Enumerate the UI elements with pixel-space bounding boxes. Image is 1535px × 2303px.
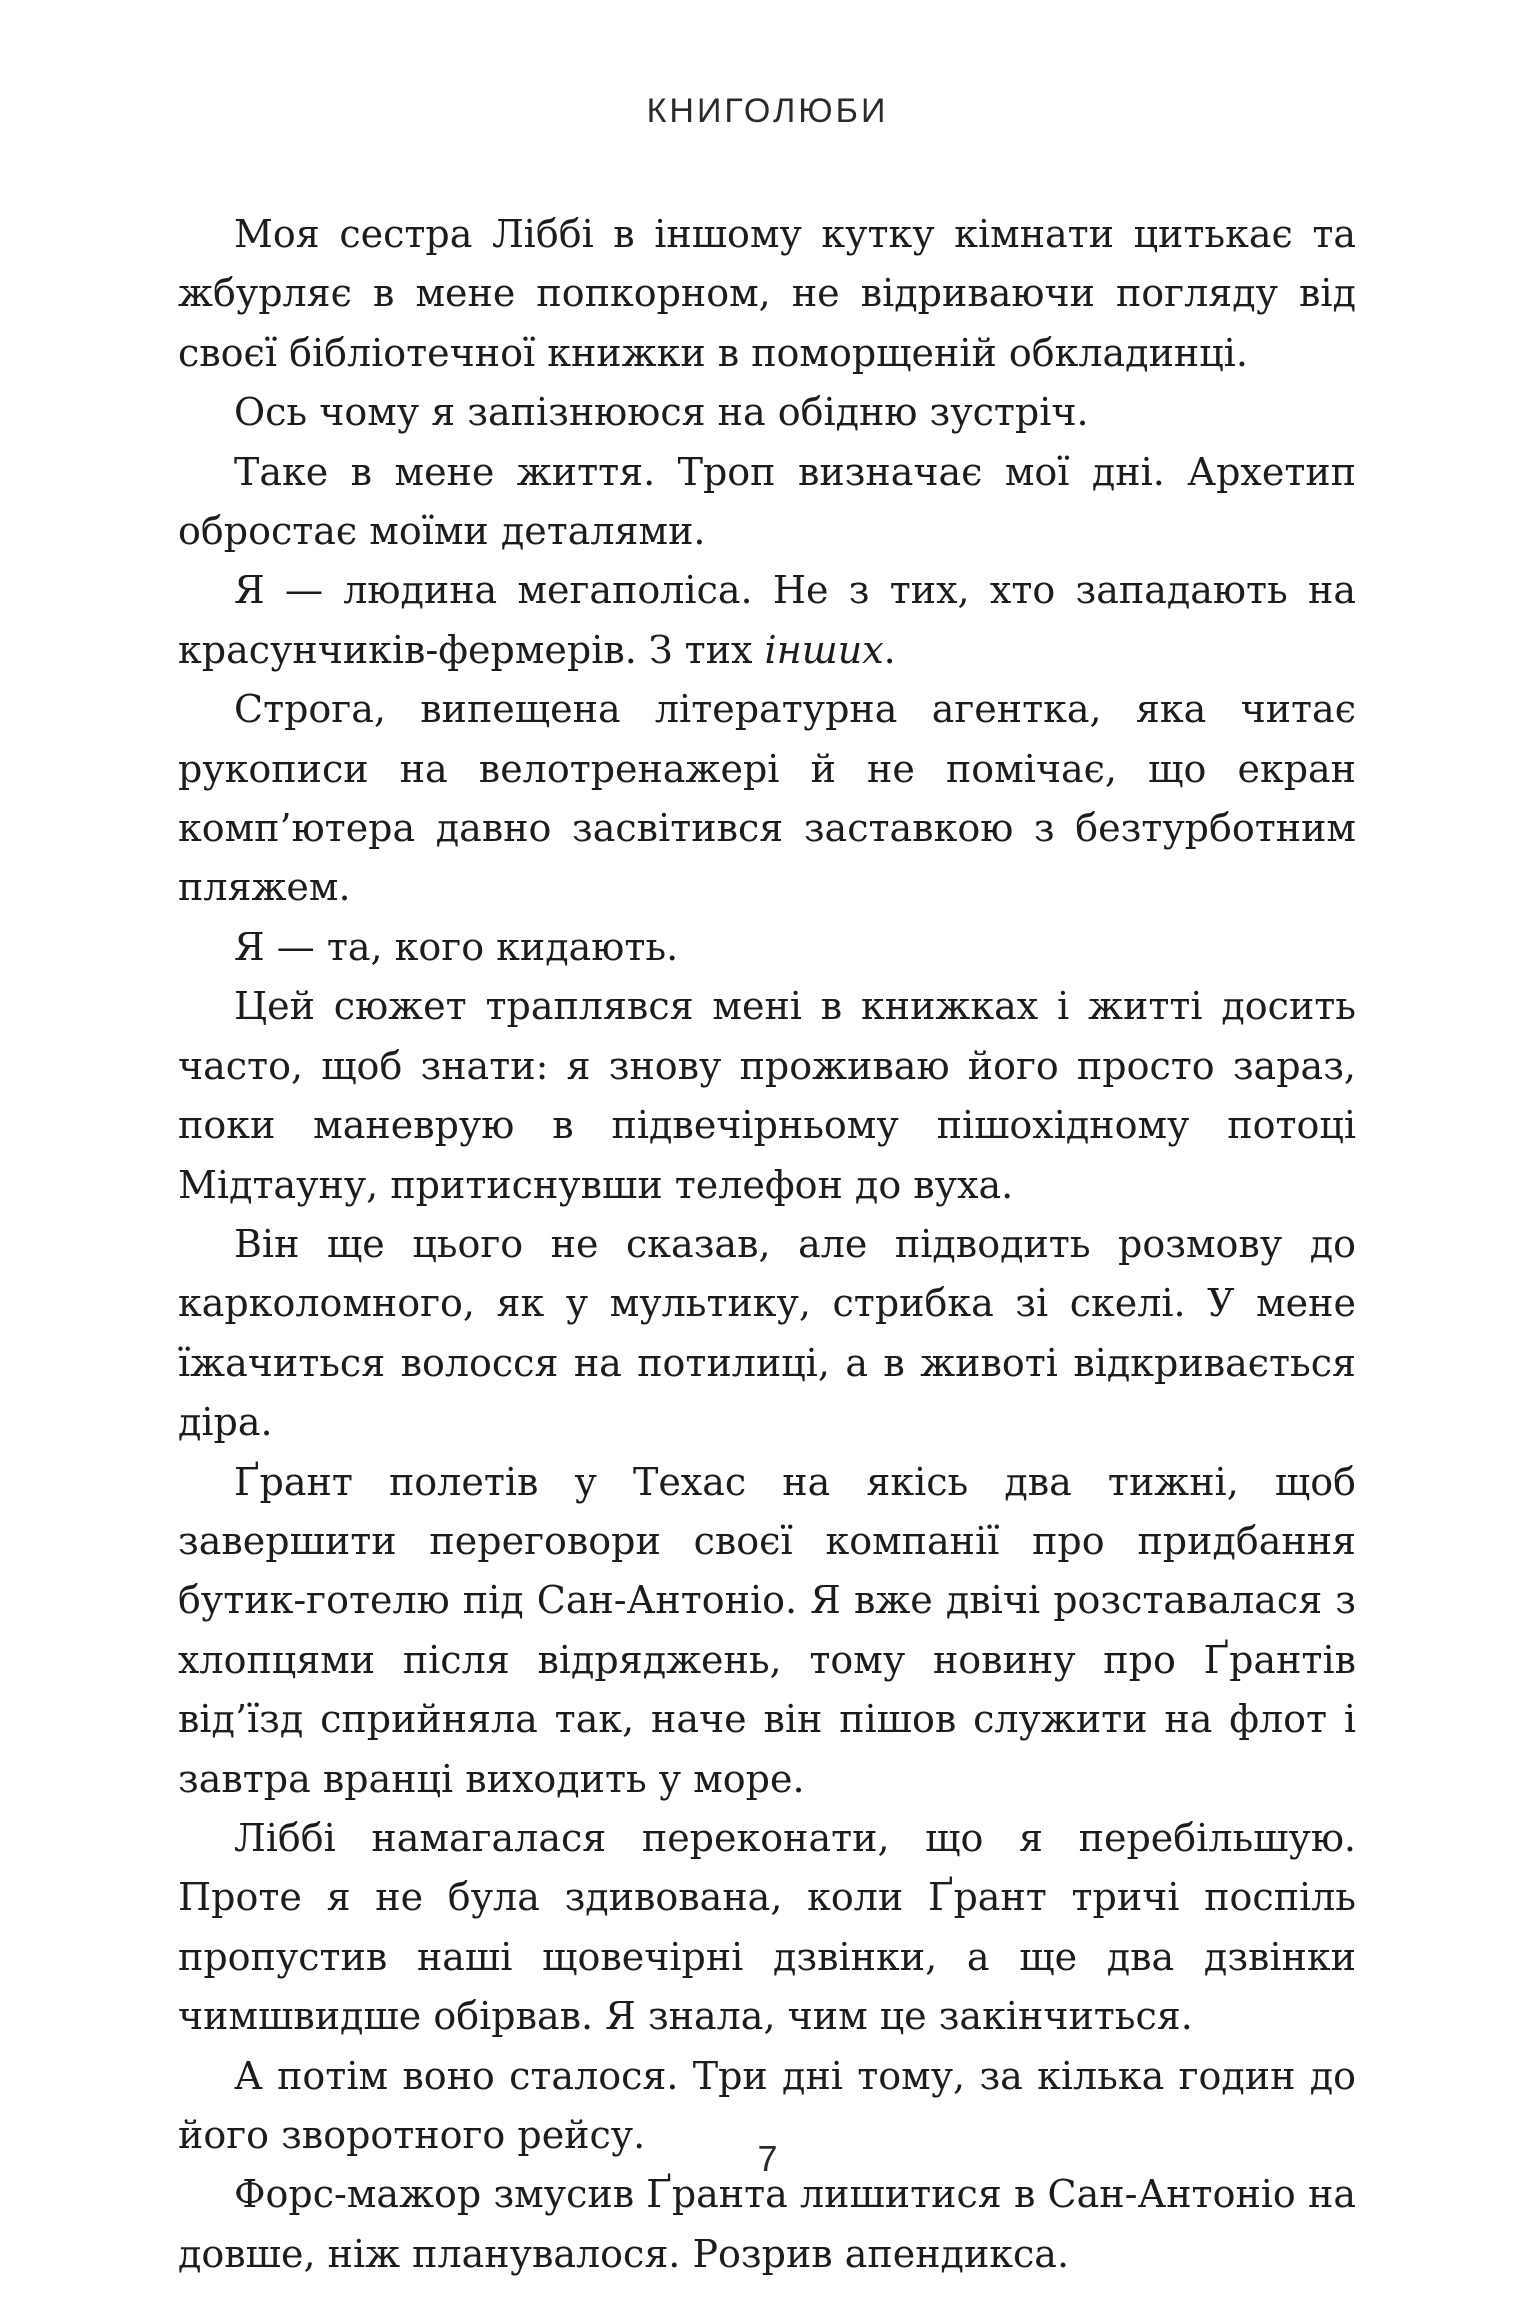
paragraph: Строга, випещена літературна агентка, яка читає рукописи на велотренажері й не помічає, що екран комп’ютера давно засвітився заставкою з безтурботним пляжем. xyxy=(178,687,1356,910)
paragraph-text: . xyxy=(883,627,896,672)
running-head: КНИГОЛЮБИ xyxy=(646,92,889,130)
paragraph: Цей сюжет траплявся мені в книжках і житті досить часто, щоб знати: я знову проживаю його просто зараз, поки маневрую в підвечірньому пішохідному потоці Мідтауну, притиснувши телефон до вуха. xyxy=(178,984,1356,1207)
paragraph xyxy=(178,561,1356,680)
paragraph: Ось чому я запізнююся на обідню зустріч. xyxy=(234,390,1089,435)
paragraph: Я — та, кого кидають. xyxy=(234,924,679,969)
paragraph: Форс-мажор змусив Ґранта лишитися в Сан-Антоніо на довше, ніж планувалося. Розрив апендикса. xyxy=(178,2172,1356,2276)
emphasized-word: інших xyxy=(764,627,884,672)
paragraph: Ґрант полетів у Техас на якісь два тижні, щоб завершити переговори своєї компанії про придбання бутик-готелю під Сан-Антоніо. Я вже двічі розставалася з хлопцями після відряджень, тому новину про Ґрантів від’їзд сприйняла так, наче він пішов служити на флот і завтра вранці виходить у море. xyxy=(178,1459,1356,1801)
paragraph: Таке в мене життя. Троп визначає мої дні. Архетип обростає моїми деталями. xyxy=(178,449,1356,554)
page-number: 7 xyxy=(757,2138,778,2179)
paragraph-text: Я — людина мегаполіса. Не з тих, хто западають на красунчиків-фермерів. З тих xyxy=(178,568,1356,672)
paragraph: Він ще цього не сказав, але підводить розмову до карколомного, як у мультику, стрибка зі скелі. У мене їжачиться волосся на потилиці, а в животі відкривається діра. xyxy=(178,1221,1356,1445)
paragraph: Ліббі намагалася переконати, що я перебільшую. Проте я не була здивована, коли Ґрант тричі поспіль пропустив наші щовечірні дзвінки, а ще два дзвінки чимшвидше обірвав. Я знала, чим це закінчиться. xyxy=(178,1815,1356,2039)
body-text xyxy=(178,205,1356,2284)
paragraph: А потім воно сталося. Три дні тому, за кілька годин до його зворотного рейсу. xyxy=(178,2053,1356,2157)
paragraph: Моя сестра Ліббі в іншому кутку кімнати цитькає та жбурляє в мене попкорном, не відриваючи погляду від своєї бібліотечної книжки в поморщеній обкладинці. xyxy=(178,212,1356,375)
